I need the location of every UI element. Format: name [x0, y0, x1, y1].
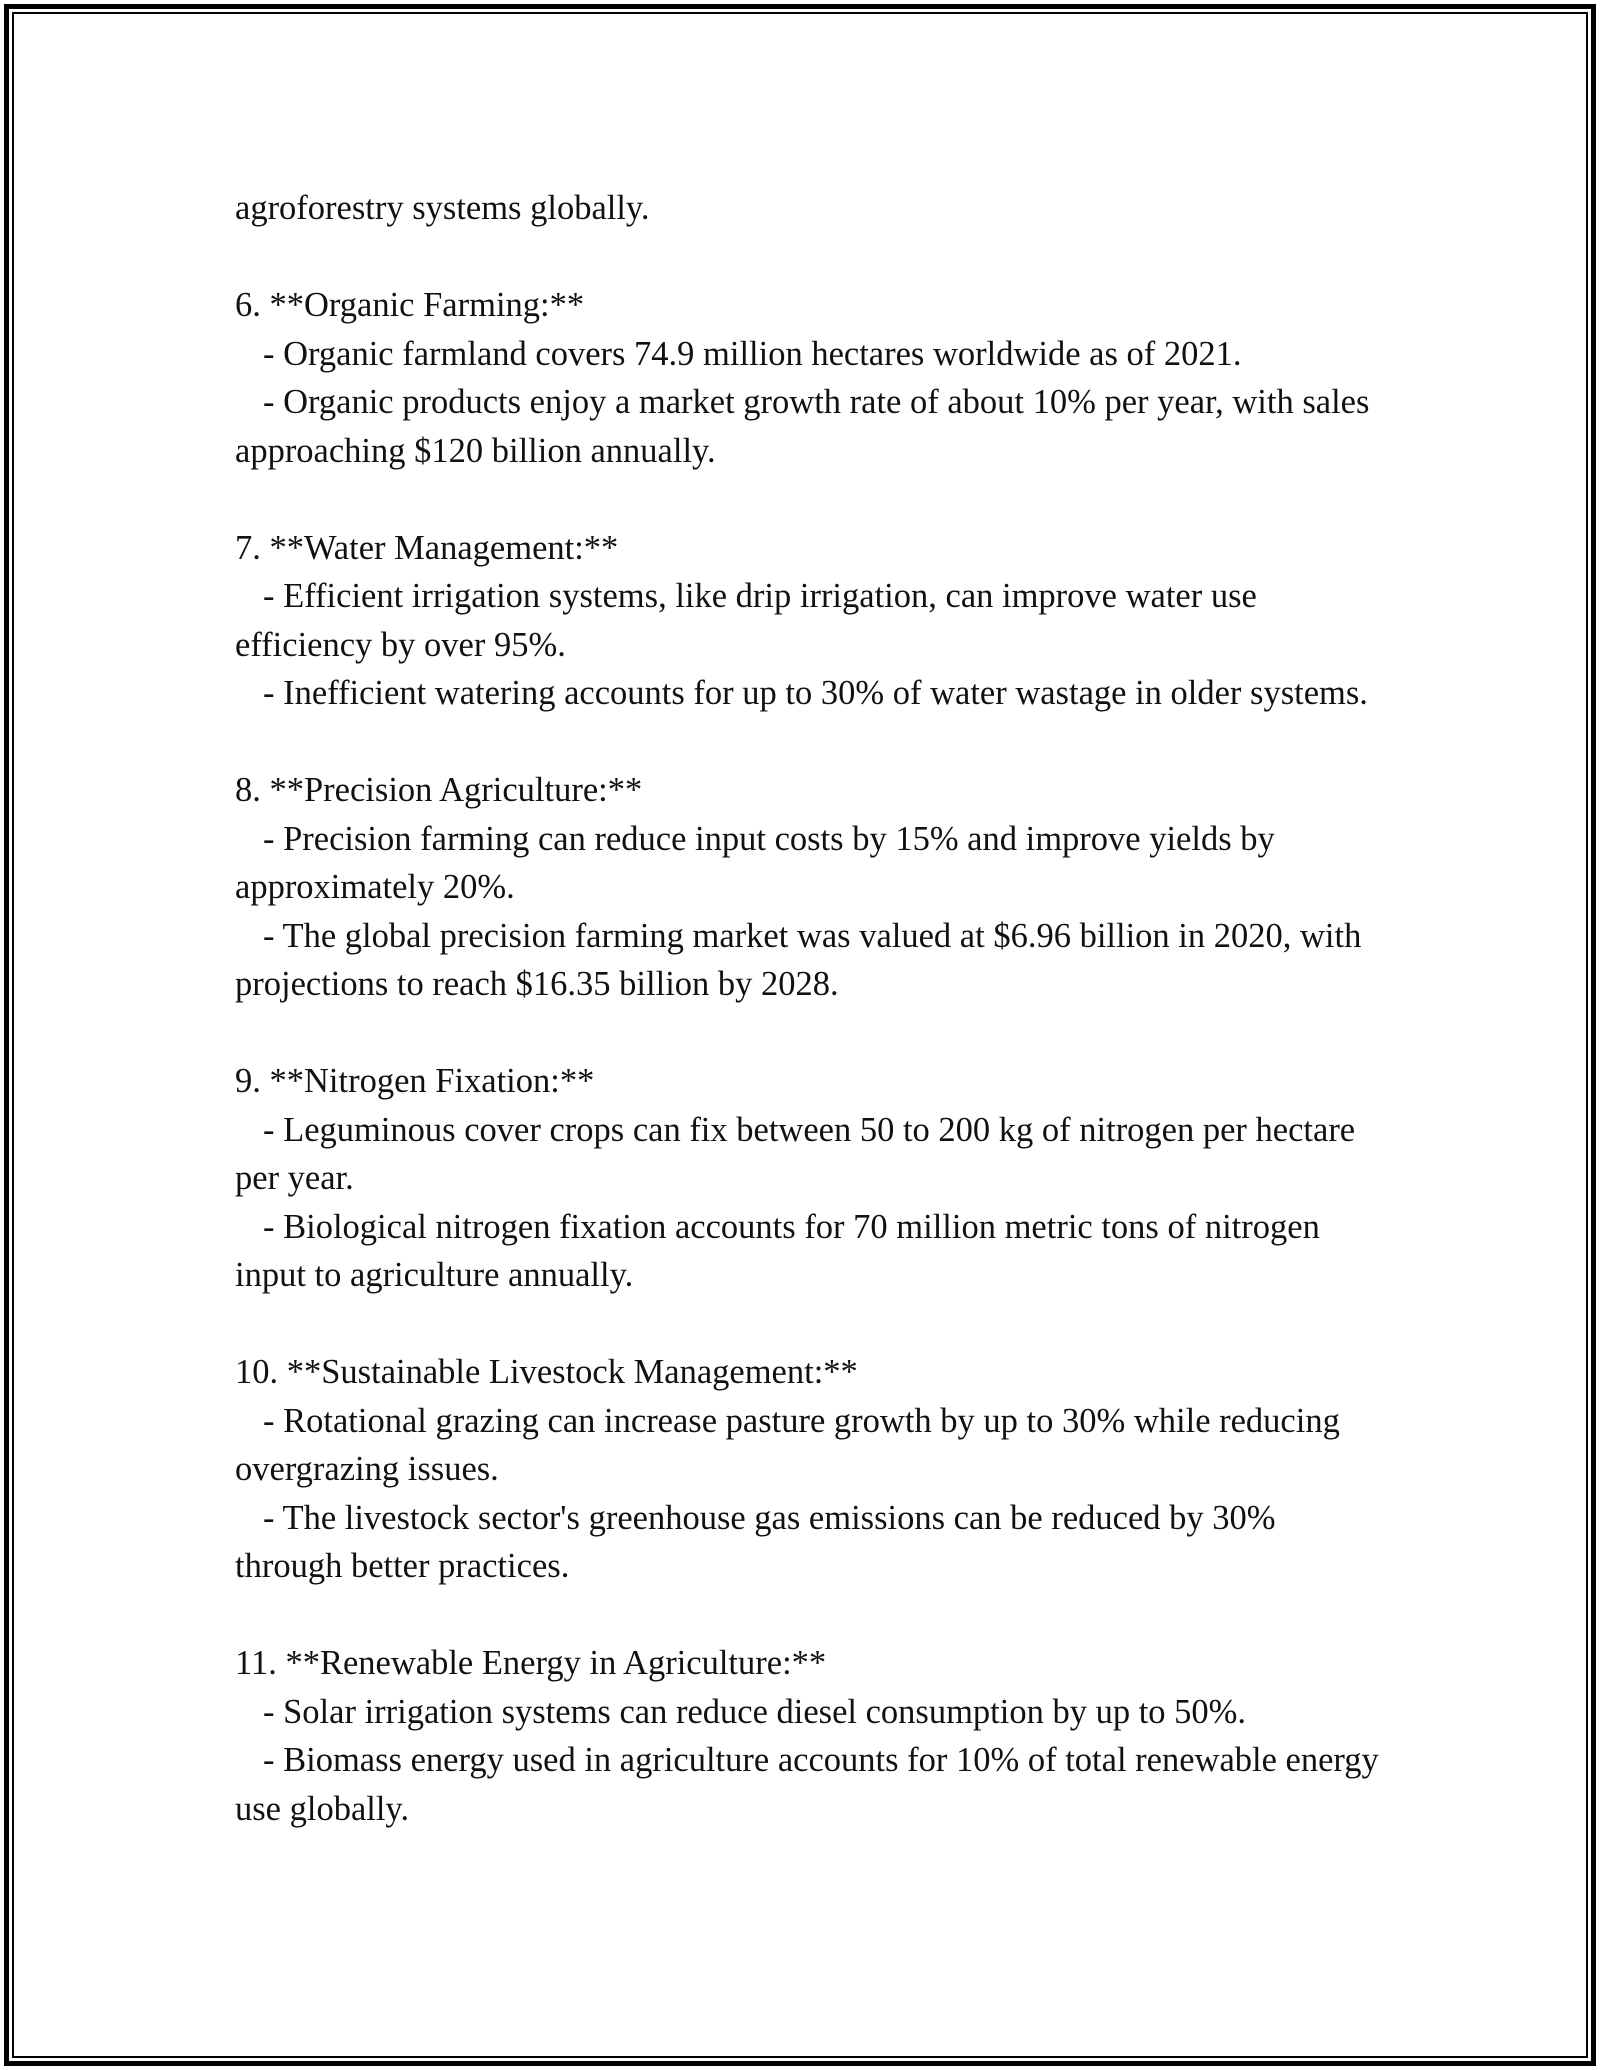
bullet-item: - Rotational grazing can increase pasture growth by up to 30% while reducing overgrazing issues.: [235, 1401, 1340, 1488]
section-precision-agriculture: [235, 766, 1385, 1009]
section-heading: 11. **Renewable Energy in Agriculture:**: [235, 1644, 827, 1682]
bullet-item: - Inefficient watering accounts for up to 30% of water wastage in older systems.: [263, 674, 1368, 712]
bullet-item: - Biological nitrogen fixation accounts for 70 million metric tons of nitrogen input to agriculture annually.: [235, 1207, 1320, 1294]
section-heading: 8. **Precision Agriculture:**: [235, 771, 643, 809]
bullet-item: - The livestock sector's greenhouse gas emissions can be reduced by 30% through better practices.: [235, 1498, 1276, 1585]
bullet-item: - Solar irrigation systems can reduce diesel consumption by up to 50%.: [263, 1692, 1247, 1731]
section-heading: 9. **Nitrogen Fixation:**: [235, 1062, 595, 1100]
intro-line: agroforestry systems globally.: [235, 189, 650, 227]
bullet-item: - Leguminous cover crops can fix between 50 to 200 kg of nitrogen per hectare per year.: [235, 1110, 1356, 1197]
bullet-item: - Efficient irrigation systems, like drip irrigation, can improve water use efficiency by over 95%.: [235, 577, 1257, 664]
document-body: [235, 184, 1385, 1833]
section-heading: 6. **Organic Farming:**: [235, 286, 585, 324]
bullet-item: - The global precision farming market was valued at $6.96 billion in 2020, with projections to reach $16.35 billion by 2028.: [235, 916, 1362, 1003]
section-heading: 10. **Sustainable Livestock Management:**: [235, 1353, 858, 1391]
bullet-item: - Organic products enjoy a market growth rate of about 10% per year, with sales approaching $120 billion annually.: [235, 383, 1370, 470]
section-sustainable-livestock: [235, 1348, 1385, 1591]
section-organic-farming: [235, 281, 1385, 475]
bullet-item: - Organic farmland covers 74.9 million hectares worldwide as of 2021.: [263, 334, 1242, 373]
bullet-item: - Biomass energy used in agriculture accounts for 10% of total renewable energy use globally.: [235, 1741, 1379, 1828]
section-water-management: [235, 524, 1385, 718]
bullet-item: - Precision farming can reduce input costs by 15% and improve yields by approximately 20%.: [235, 819, 1275, 906]
section-heading: 7. **Water Management:**: [235, 528, 619, 567]
section-nitrogen-fixation: [235, 1057, 1385, 1300]
section-renewable-energy: [235, 1639, 1385, 1833]
